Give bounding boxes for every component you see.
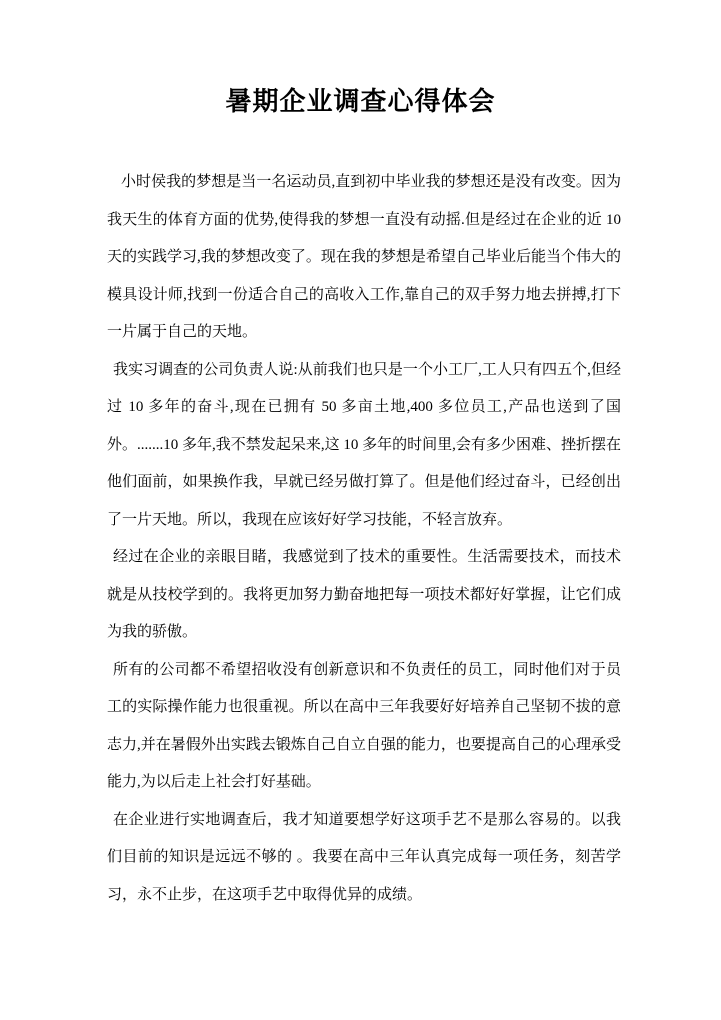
paragraph-technology-importance: 经过在企业的亲眼目睹，我感觉到了技术的重要性。生活需要技术，而技术就是从技校学到的。我将更加努力勤奋地把每一项技术都好好掌握，让它们成为我的骄傲。 bbox=[107, 549, 621, 640]
document-body bbox=[107, 164, 621, 914]
paragraph-dream: 小时侯我的梦想是当一名运动员,直到初中毕业我的梦想还是没有改变。因为我天生的体育方面的优势,使得我的梦想一直没有动摇.但是经过在企业的近 10 天的实践学习,我的梦想改变了。现在我的梦想是希望自己毕业后能当个伟大的模具设计师,找到一份适合自己的高收入工作,靠自己的双手努力地去拼搏,打下一片属于自己的天地。 bbox=[107, 174, 621, 340]
document-title: 暑期企业调查心得体会 bbox=[225, 87, 496, 116]
paragraph-company-expectations: 所有的公司都不希望招收没有创新意识和不负责任的员工，同时他们对于员工的实际操作能力也很重视。所以在高中三年我要好好培养自己坚韧不拔的意志力,并在暑假外出实践去锻炼自己自立自强的能力，也要提高自己的心理承受能力,为以后走上社会打好基础。 bbox=[107, 661, 621, 790]
paragraph-conclusion: 在企业进行实地调查后，我才知道要想学好这项手艺不是那么容易的。以我们目前的知识是远远不够的 。我要在高中三年认真完成每一项任务，刻苦学习，永不止步，在这项手艺中取得优异的成绩。 bbox=[107, 811, 621, 903]
paragraph-company-story: 我实习调查的公司负责人说:从前我们也只是一个小工厂,工人只有四五个,但经过 10 多年的奋斗,现在已拥有 50 多亩土地,400 多位员工,产品也送到了国外。.......10 多年,我不禁发起呆来,这 10 多年的时间里,会有多少困难、挫折摆在他们面前，如果换作我，早就已经另做打算了。但是他们经过奋斗，已经创出了一片天地。所以，我现在应该好好学习技能，不轻言放弃。 bbox=[107, 361, 621, 528]
